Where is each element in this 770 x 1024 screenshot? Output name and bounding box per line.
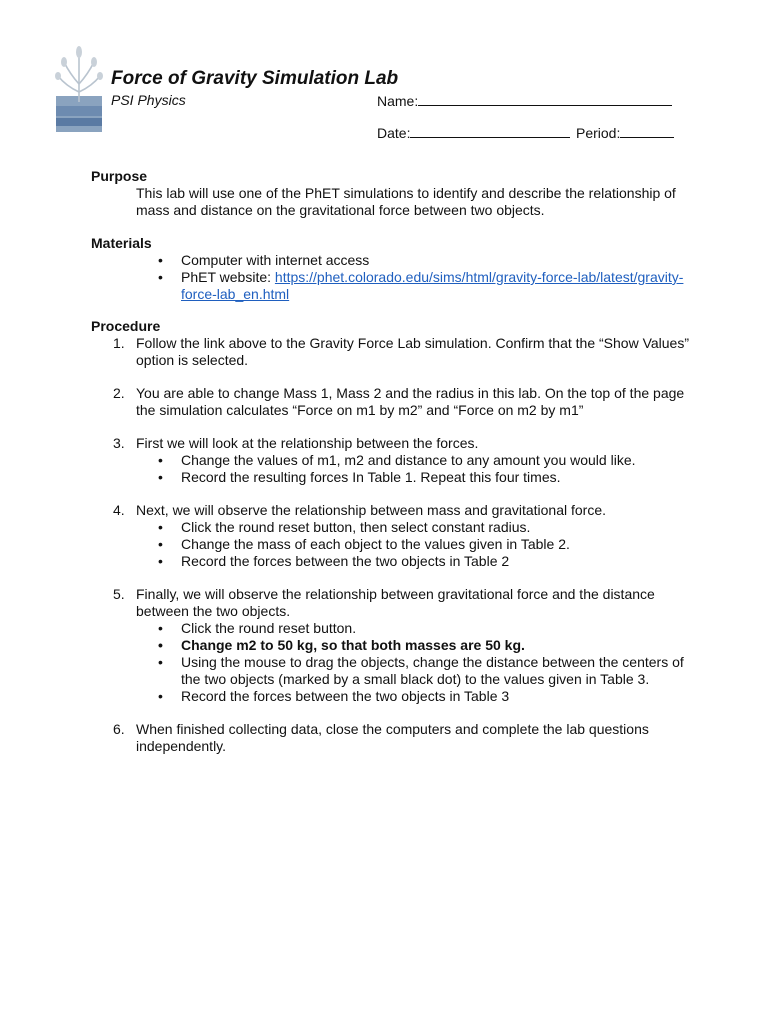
- step-number: 2.: [113, 385, 125, 401]
- step-bullet: • Record the resulting forces In Table 1. Repeat this four times.: [158, 469, 691, 486]
- purpose-heading: Purpose: [91, 168, 148, 184]
- materials-item-website: [158, 269, 691, 303]
- website-label: PhET website:: [181, 269, 275, 285]
- step-bullet: • Change the mass of each object to the values given in Table 2.: [158, 536, 691, 553]
- step-number: 3.: [113, 435, 125, 451]
- step-bullets: [136, 519, 691, 570]
- name-label: Name:: [377, 93, 419, 109]
- date-field[interactable]: [377, 124, 570, 141]
- step-bullet: • Using the mouse to drag the objects, change the distance between the centers of the two objects (marked by a small black dot) to the values given in Table 3.: [158, 654, 691, 688]
- step-number: 5.: [113, 586, 125, 602]
- step-text: Follow the link above to the Gravity Force Lab simulation. Confirm that the “Show Values” option is selected.: [136, 335, 689, 368]
- name-blank[interactable]: [418, 92, 672, 106]
- step-bullet: • Click the round reset button, then select constant radius.: [158, 519, 691, 536]
- step-text: First we will look at the relationship between the forces.: [136, 435, 479, 451]
- date-blank[interactable]: [410, 124, 570, 138]
- purpose-text: This lab will use one of the PhET simulations to identify and describe the relationship of mass and distance on the gravitational force between two objects.: [136, 185, 676, 218]
- step-number: 4.: [113, 502, 125, 518]
- step-number: 1.: [113, 335, 125, 351]
- materials-list: [91, 252, 691, 303]
- school-logo-icon: [54, 44, 104, 134]
- procedure-list: [91, 335, 691, 755]
- materials-item-computer: • Computer with internet access: [158, 252, 691, 269]
- step-bullet-emphasis: • Change m2 to 50 kg, so that both masses are 50 kg.: [158, 637, 691, 654]
- period-field[interactable]: [576, 124, 674, 141]
- procedure-step: [91, 385, 691, 419]
- procedure-step: [91, 586, 691, 705]
- step-text: Next, we will observe the relationship between mass and gravitational force.: [136, 502, 607, 518]
- page-title: Force of Gravity Simulation Lab: [111, 68, 399, 89]
- lab-content: [91, 168, 691, 771]
- date-label: Date:: [377, 125, 411, 141]
- step-bullet: • Record the forces between the two objects in Table 3: [158, 688, 691, 705]
- procedure-step: [91, 721, 691, 755]
- materials-heading: Materials: [91, 235, 152, 251]
- course-subtitle: PSI Physics: [111, 92, 186, 108]
- step-bullets: [136, 620, 691, 705]
- step-bullet: • Change the values of m1, m2 and distance to any amount you would like.: [158, 452, 691, 469]
- name-field[interactable]: [377, 92, 672, 109]
- step-number: 6.: [113, 721, 125, 737]
- procedure-step: [91, 435, 691, 486]
- procedure-step: [91, 335, 691, 369]
- step-bullets: [136, 452, 691, 486]
- procedure-heading: Procedure: [91, 318, 161, 334]
- step-text: When finished collecting data, close the computers and complete the lab questions independently.: [136, 721, 649, 754]
- step-text: You are able to change Mass 1, Mass 2 and the radius in this lab. On the top of the page the simulation calculates “Force on m1 by m2” and “Force on m2 by m1”: [136, 385, 685, 418]
- step-bullet: • Record the forces between the two objects in Table 2: [158, 553, 691, 570]
- period-label: Period:: [576, 125, 621, 141]
- phet-link[interactable]: https://phet.colorado.edu/sims/html/gravity-force-lab/latest/gravity-force-lab_en.html: [181, 269, 684, 302]
- step-bullet: • Click the round reset button.: [158, 620, 691, 637]
- procedure-step: [91, 502, 691, 570]
- step-text: Finally, we will observe the relationship between gravitational force and the distance between the two objects.: [136, 586, 655, 619]
- period-blank[interactable]: [620, 124, 674, 138]
